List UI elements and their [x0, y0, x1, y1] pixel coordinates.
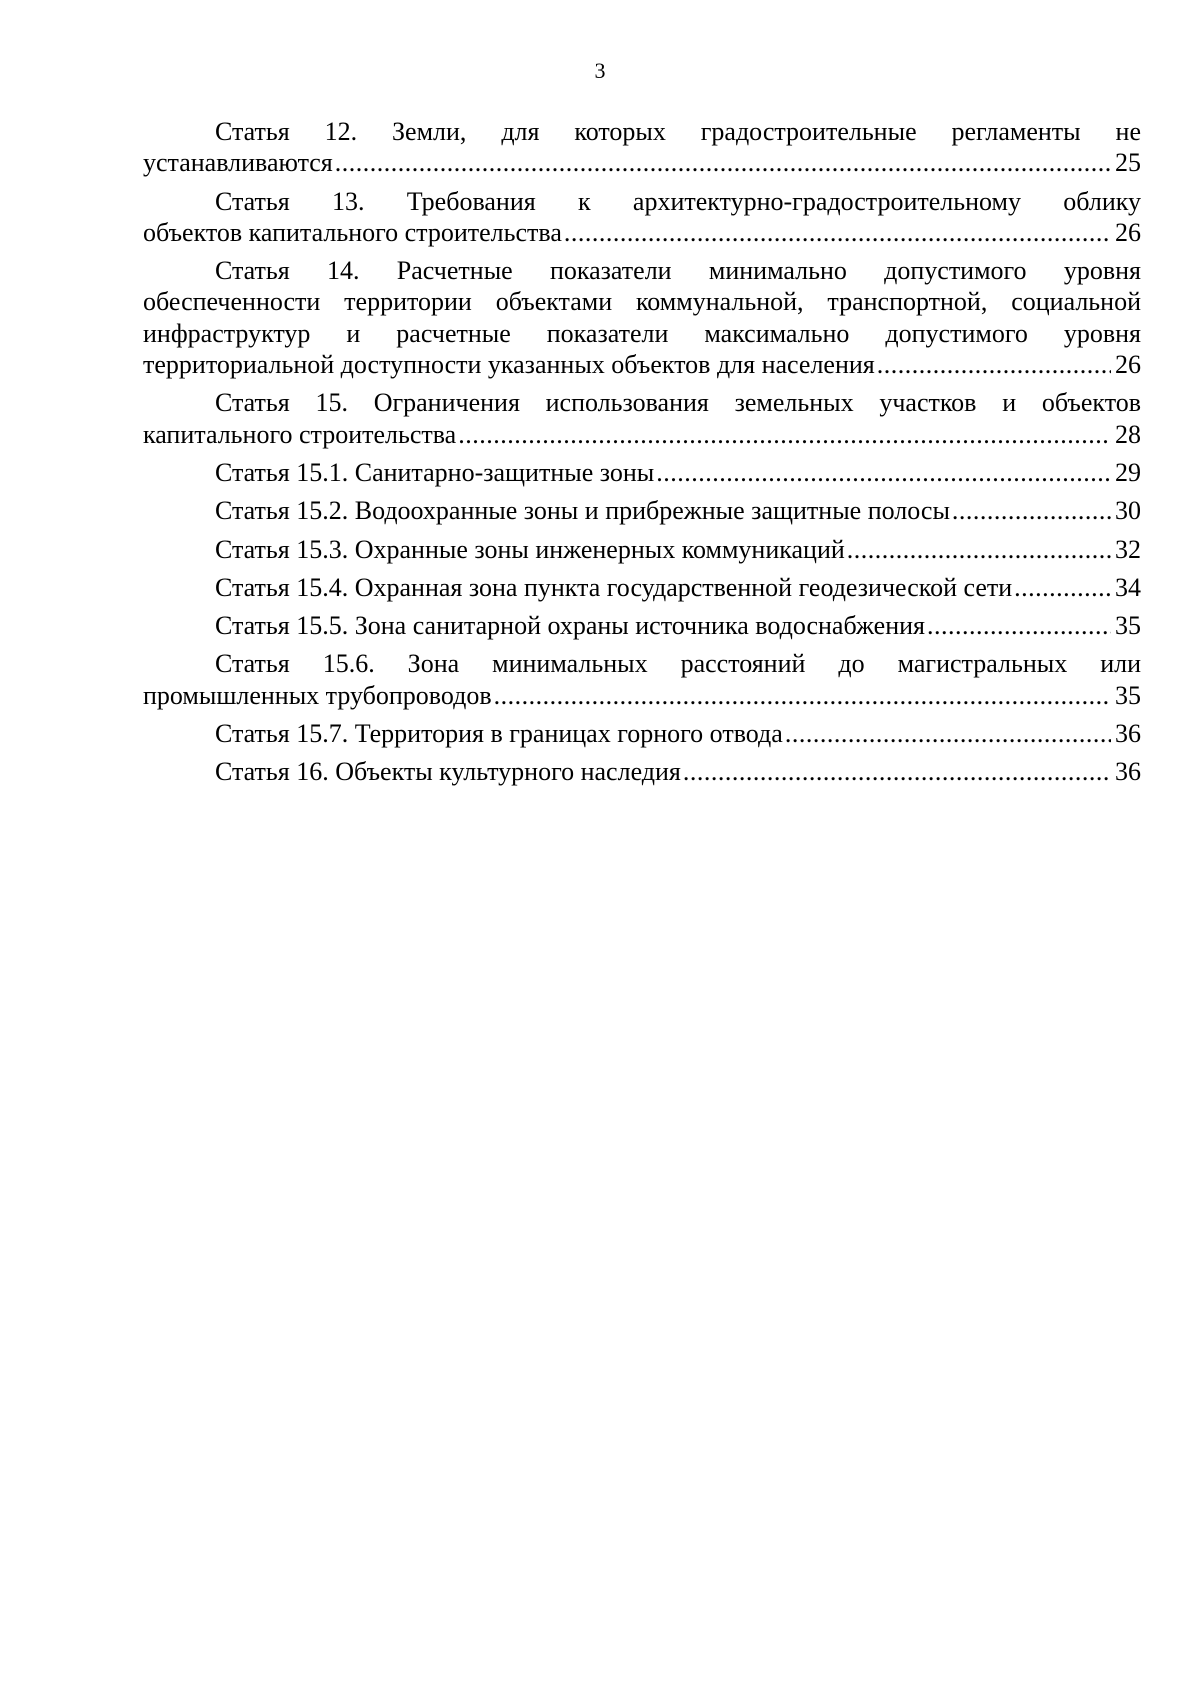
toc-entry-last-line	[143, 147, 1141, 178]
dot-leader	[683, 756, 1111, 787]
toc-entry[interactable]	[143, 387, 1141, 450]
toc-entry-last-line	[143, 495, 1141, 526]
toc-entry[interactable]	[143, 756, 1141, 787]
dot-leader	[1014, 572, 1111, 603]
toc-entry-title: Статья 15.3. Охранные зоны инженерных коммуникаций	[215, 534, 845, 564]
toc-entry-title: Статья 15.5. Зона санитарной охраны источника водоснабжения	[215, 611, 925, 641]
toc-entry[interactable]	[143, 718, 1141, 749]
toc-entry[interactable]	[143, 572, 1141, 603]
toc-entry[interactable]	[143, 457, 1141, 488]
toc-entry[interactable]	[143, 255, 1141, 380]
dot-leader	[656, 457, 1111, 488]
toc-entry-line: Статья 15.6. Зона минимальных расстояний до магистральных или	[215, 649, 1141, 679]
toc-entry-last-line	[143, 534, 1141, 565]
toc-entry-title: Статья 15.2. Водоохранные зоны и прибрежные защитные полосы	[215, 496, 950, 526]
dot-leader	[877, 349, 1111, 380]
toc-entry[interactable]	[143, 495, 1141, 526]
toc-entry-last-line	[143, 349, 1141, 380]
toc-entry-title: Статья 15.4. Охранная зона пункта государственной геодезической сети	[215, 572, 1013, 602]
toc-page-number: 36	[1115, 719, 1141, 749]
toc-entry-line: Статья 12. Земли, для которых градостроительные регламенты не	[215, 117, 1141, 146]
toc-page-number: 30	[1115, 496, 1141, 526]
toc-entry-title: Статья 16. Объекты культурного наследия	[215, 757, 681, 787]
dot-leader	[785, 718, 1111, 749]
toc-entry-last-line	[143, 610, 1141, 641]
dot-leader	[494, 680, 1111, 711]
toc-entry-title: промышленных трубопроводов	[143, 680, 492, 710]
dot-leader	[927, 610, 1111, 641]
toc-entry-title: Статья 15.1. Санитарно-защитные зоны	[215, 457, 655, 487]
toc-page-number: 32	[1115, 534, 1141, 564]
toc-entry-title: территориальной доступности указанных объектов для населения	[143, 350, 875, 380]
toc-page-number: 26	[1115, 350, 1141, 380]
toc-entry-last-line	[143, 718, 1141, 749]
toc-entry-line: инфраструктур и расчетные показатели максимально допустимого уровня	[143, 318, 1141, 348]
dot-leader	[564, 217, 1111, 248]
toc-entry[interactable]	[143, 648, 1141, 711]
table-of-contents	[143, 116, 1141, 795]
toc-entry-line: Статья 13. Требования к архитектурно-градостроительному облику	[215, 186, 1141, 216]
toc-entry-title: Статья 15.7. Территория в границах горного отвода	[215, 719, 783, 749]
toc-entry-last-line	[143, 419, 1141, 450]
toc-page-number: 25	[1115, 148, 1141, 178]
toc-entry-last-line	[143, 572, 1141, 603]
toc-entry-title: устанавливаются	[143, 148, 333, 178]
toc-entry-title: объектов капитального строительства	[143, 217, 562, 247]
toc-page-number: 26	[1115, 217, 1141, 247]
toc-entry[interactable]	[143, 186, 1141, 249]
toc-page-number: 36	[1115, 757, 1141, 787]
toc-entry-line: обеспеченности территории объектами коммунальной, транспортной, социальной	[143, 287, 1141, 317]
toc-page-number: 29	[1115, 457, 1141, 487]
dot-leader	[952, 495, 1111, 526]
dot-leader	[458, 419, 1111, 450]
toc-page-number: 35	[1115, 611, 1141, 641]
toc-page-number: 28	[1115, 419, 1141, 449]
toc-entry-line: Статья 15. Ограничения использования земельных участков и объектов	[215, 388, 1141, 418]
toc-entry-line: Статья 14. Расчетные показатели минимально допустимого уровня	[215, 256, 1141, 286]
toc-entry[interactable]	[143, 116, 1141, 179]
toc-entry[interactable]	[143, 534, 1141, 565]
dot-leader	[335, 147, 1111, 178]
toc-entry-last-line	[143, 756, 1141, 787]
toc-entry[interactable]	[143, 610, 1141, 641]
toc-entry-title: капитального строительства	[143, 419, 457, 449]
toc-entry-last-line	[143, 217, 1141, 248]
toc-page-number: 34	[1115, 572, 1141, 602]
dot-leader	[847, 534, 1111, 565]
toc-entry-last-line	[143, 680, 1141, 711]
toc-page-number: 35	[1115, 680, 1141, 710]
page-number: 3	[594, 58, 606, 83]
toc-entry-last-line	[143, 457, 1141, 488]
